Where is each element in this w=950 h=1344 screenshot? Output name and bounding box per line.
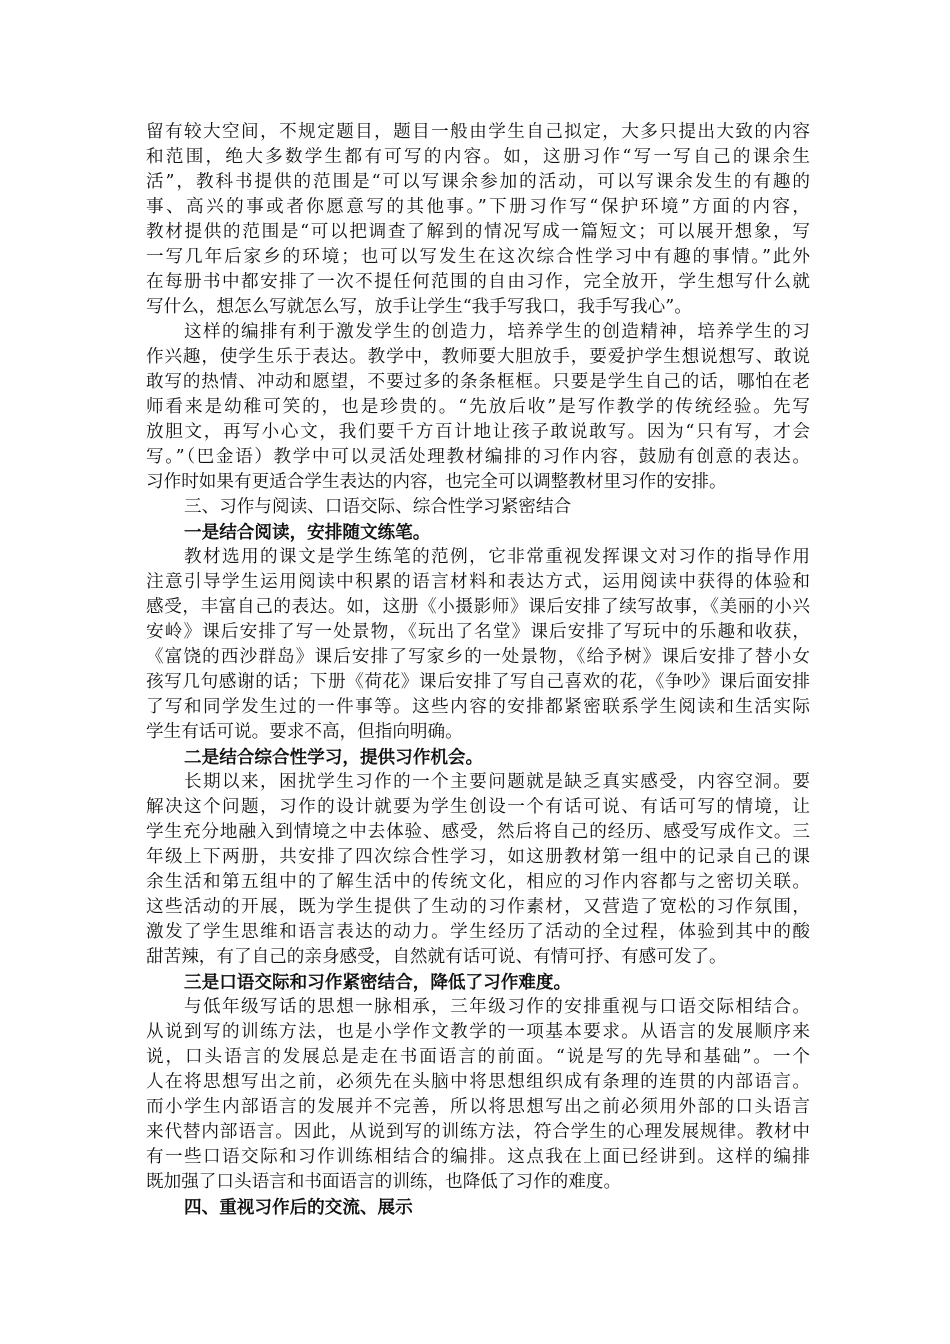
text-line: 《富饶的西沙群岛》课后安排了写家乡的一处景物，《给予树》课后安排了替小女 — [146, 647, 810, 667]
section-heading: 三、习作与阅读、口语交际、综合性学习紧密结合 — [184, 497, 572, 517]
text-line: 放胆文，再写小心文，我们要千方百计地让孩子敢说敢写。因为“只有写，才会 — [146, 422, 810, 442]
subsection-heading: 一是结合阅读，安排随文练笔。 — [184, 522, 431, 543]
text-line: 这样的编排有利于激发学生的创造力，培养学生的创造精神，培养学生的习 — [184, 322, 810, 342]
text-line: 说，口头语言的发展总是走在书面语言的前面。“说是写的先导和基础”。一个 — [146, 1047, 810, 1067]
text-line: 学生充分地融入到情境之中去体验、感受，然后将自己的经历、感受写成作文。三 — [146, 822, 810, 842]
text-line: 激发了学生思维和语言表达的动力。学生经历了活动的全过程，体验到其中的酸 — [146, 922, 810, 942]
text-line: 感受，丰富自己的表达。如，这册《小摄影师》课后安排了续写故事，《美丽的小兴 — [146, 597, 810, 617]
text-line: 作兴趣，使学生乐于表达。教学中，教师要大胆放手，要爱护学生想说想写、敢说 — [146, 347, 810, 367]
subsection-heading: 二是结合综合性学习，提供习作机会。 — [184, 747, 484, 768]
text-line: 习作时如果有更适合学生表达的内容，也完全可以调整教材里习作的安排。 — [146, 472, 727, 492]
text-line: 余生活和第五组中的了解生活中的传统文化，相应的习作内容都与之密切关联。 — [146, 872, 810, 892]
text-line: 了写和同学发生过的一件事等。这些内容的安排都紧密联系学生阅读和生活实际 — [146, 697, 810, 717]
text-line: 这些活动的开展，既为学生提供了生动的习作素材，又营造了宽松的习作氛围， — [146, 897, 810, 917]
text-line: 甜苦辣，有了自己的亲身感受，自然就有话可说、有情可抒、有感可发了。 — [146, 947, 727, 967]
text-line: 而小学生内部语言的发展并不完善，所以将思想写出之前必须用外部的口头语言 — [146, 1097, 810, 1117]
text-line: 留有较大空间，不规定题目，题目一般由学生自己拟定，大多只提出大致的内容 — [146, 122, 810, 142]
text-line: 年级上下两册，共安排了四次综合性学习，如这册教材第一组中的记录自己的课 — [146, 847, 810, 867]
text-line: 学生有话可说。要求不高，但指向明确。 — [146, 722, 463, 742]
text-line: 来代替内部语言。因此，从说到写的训练方法，符合学生的心理发展规律。教材中 — [146, 1122, 810, 1142]
text-line: 和范围，绝大多数学生都有可写的内容。如，这册习作“写一写自己的课余生 — [146, 147, 810, 167]
text-line: 写。”（巴金语）教学中可以灵活处理教材编排的习作内容，鼓励有创意的表达。 — [146, 447, 810, 467]
section-heading: 四、重视习作后的交流、展示 — [184, 1197, 413, 1218]
text-line: 教材选用的课文是学生练笔的范例，它非常重视发挥课文对习作的指导作用 — [184, 547, 810, 567]
text-line: 与低年级写话的思想一脉相承，三年级习作的安排重视与口语交际相结合。 — [184, 997, 810, 1017]
text-line: 安岭》课后安排了写一处景物，《玩出了名堂》课后安排了写玩中的乐趣和收获， — [146, 622, 810, 642]
text-line: 既加强了口头语言和书面语言的训练，也降低了习作的难度。 — [146, 1172, 622, 1192]
text-line: 有一些口语交际和习作训练相结合的编排。这点我在上面已经讲到。这样的编排 — [146, 1147, 810, 1167]
text-line: 写什么，想怎么写就怎么写，放手让学生“我手写我口，我手写我心”。 — [146, 297, 692, 317]
document-body — [146, 120, 810, 1220]
text-line: 人在将思想写出之前，必须先在头脑中将思想组织成有条理的连贯的内部语言。 — [146, 1072, 810, 1092]
text-line: 一写几年后家乡的环境；也可以写发生在这次综合性学习中有趣的事情。”此外 — [146, 247, 810, 267]
text-line: 长期以来，困扰学生习作的一个主要问题就是缺乏真实感受，内容空洞。要 — [184, 772, 810, 792]
text-line: 孩写几句感谢的话；下册《荷花》课后安排了写自己喜欢的花，《争吵》课后面安排 — [146, 672, 810, 692]
text-line: 解决这个问题，习作的设计就要为学生创设一个有话可说、有话可写的情境，让 — [146, 797, 810, 817]
text-line: 事、高兴的事或者你愿意写的其他事。”下册习作写“保护环境”方面的内容， — [146, 197, 810, 217]
text-line: 注意引导学生运用阅读中积累的语言材料和表达方式，运用阅读中获得的体验和 — [146, 572, 810, 592]
text-line: 活”，教科书提供的范围是“可以写课余参加的活动，可以写课余发生的有趣的 — [146, 172, 810, 192]
text-line: 从说到写的训练方法，也是小学作文教学的一项基本要求。从语言的发展顺序来 — [146, 1022, 810, 1042]
text-line: 敢写的热情、冲动和愿望，不要过多的条条框框。只要是学生自己的话，哪怕在老 — [146, 372, 810, 392]
text-line: 在每册书中都安排了一次不提任何范围的自由习作，完全放开，学生想写什么就 — [146, 272, 810, 292]
text-line: 师看来是幼稚可笑的，也是珍贵的。“先放后收”是写作教学的传统经验。先写 — [146, 397, 810, 417]
subsection-heading: 三是口语交际和习作紧密结合，降低了习作难度。 — [184, 972, 572, 993]
text-line: 教材提供的范围是“可以把调查了解到的情况写成一篇短文；可以展开想象，写 — [146, 222, 810, 242]
